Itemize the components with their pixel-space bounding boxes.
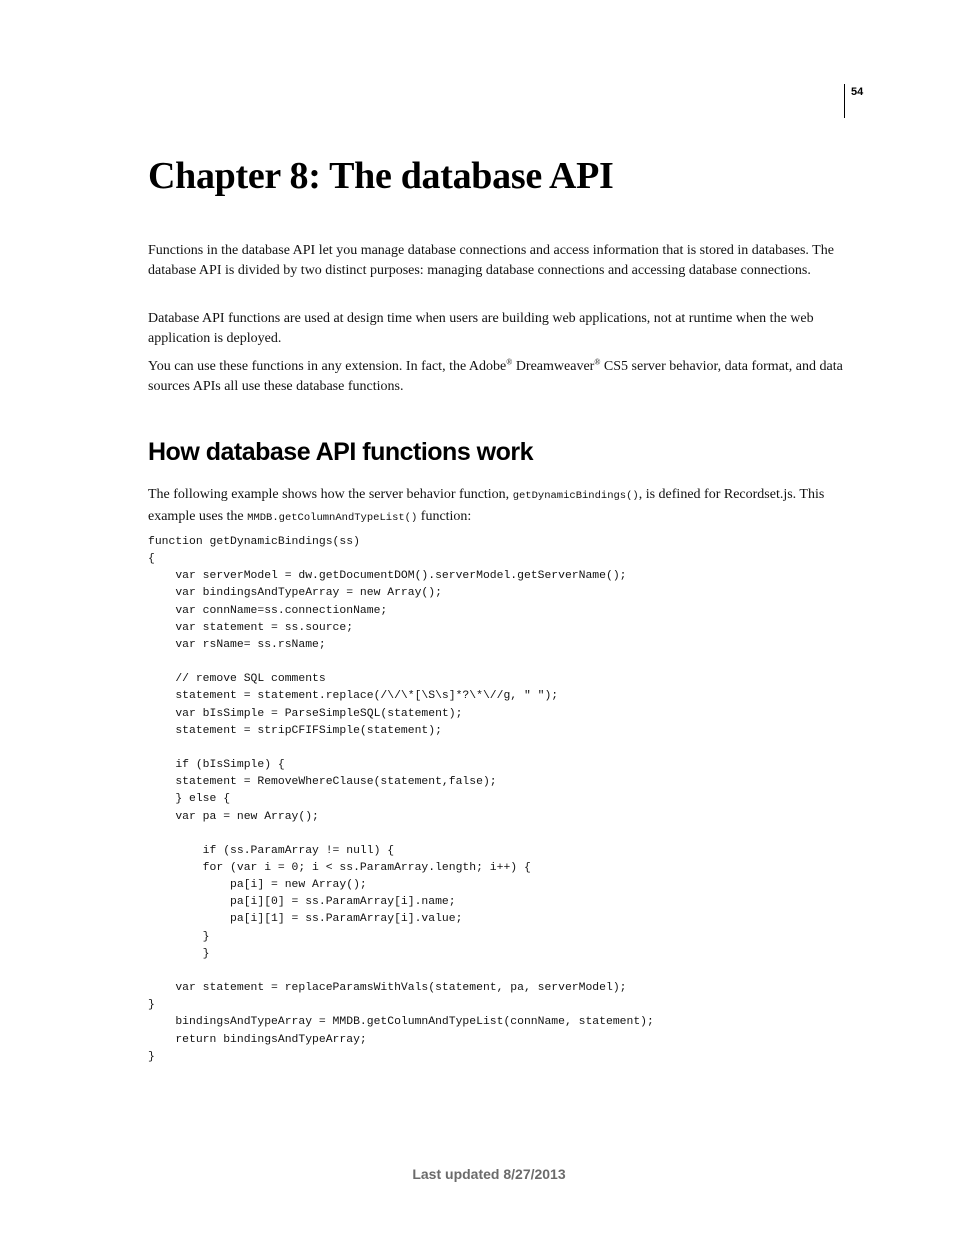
intro-paragraph-2-text: Database API functions are used at design time when users are building web applications, not at runtime when the web application is deployed. — [148, 311, 814, 346]
header-divider — [844, 84, 845, 118]
example-intro-paragraph — [148, 485, 848, 528]
intro-paragraph-1 — [148, 241, 848, 280]
intro-p3-part1: You can use these functions in any extension. In fact, the Adobe — [148, 359, 507, 374]
example-intro-text — [148, 485, 848, 528]
intro-paragraph-3-text — [148, 357, 848, 396]
intro-paragraph-3 — [148, 357, 848, 396]
code-listing: function getDynamicBindings(ss) { var serverModel = dw.getDocumentDOM().serverModel.getServerName(); var bindingsAndTypeArray = new Array(); var connName=ss.connectionName; var statement = ss.source; var rsName= ss.rsName; // remove SQL comments statement = statement.replace(/\/\*[\S\s]*?\*\//g, " "); var bIsSimple = ParseSimpleSQL(statement); statement = stripCFIFSimple(statement); if (bIsSimple) { statement = RemoveWhereClause(statement,false); } else { var pa = new Array(); if (ss.ParamArray != null) { for (var i = 0; i < ss.ParamArray.length; i++) { pa[i] = new Array(); pa[i][0] = ss.ParamArray[i].name; pa[i][1] = ss.ParamArray[i].value; } } var statement = replaceParamsWithVals(statement, pa, serverModel); } bindingsAndTypeArray = MMDB.getColumnAndTypeList(connName, statement); return bindingsAndTypeArray; } — [148, 536, 654, 1063]
chapter-title: Chapter 8: The database API — [148, 155, 614, 197]
inline-code-getcolumnandtypelist: MMDB.getColumnAndTypeList() — [247, 511, 418, 524]
section-heading: How database API functions work — [148, 438, 534, 466]
registered-mark: ® — [594, 357, 601, 367]
intro-p3-part3: CS5 server behavior, data format, and data sources APIs all use these database functions. — [148, 359, 843, 394]
example-intro-part2: , is defined for Recordset.js. This example uses the — [148, 487, 825, 524]
intro-paragraph-2 — [148, 309, 848, 348]
registered-mark: ® — [506, 357, 513, 367]
intro-paragraph-1-text: Functions in the database API let you manage database connections and access information that is stored in databases. The database API is divided by two distinct purposes: managing database connections and accessing database connections. — [148, 243, 834, 278]
page-number: 54 — [851, 86, 864, 98]
footer-last-updated: Last updated 8/27/2013 — [412, 1166, 566, 1182]
example-intro-part3: function: — [417, 508, 472, 524]
inline-code-getdynamicbindings: getDynamicBindings() — [512, 490, 639, 502]
intro-p3-part2: Dreamweaver — [512, 359, 595, 374]
example-intro-part1: The following example shows how the server behavior function, — [148, 487, 513, 502]
